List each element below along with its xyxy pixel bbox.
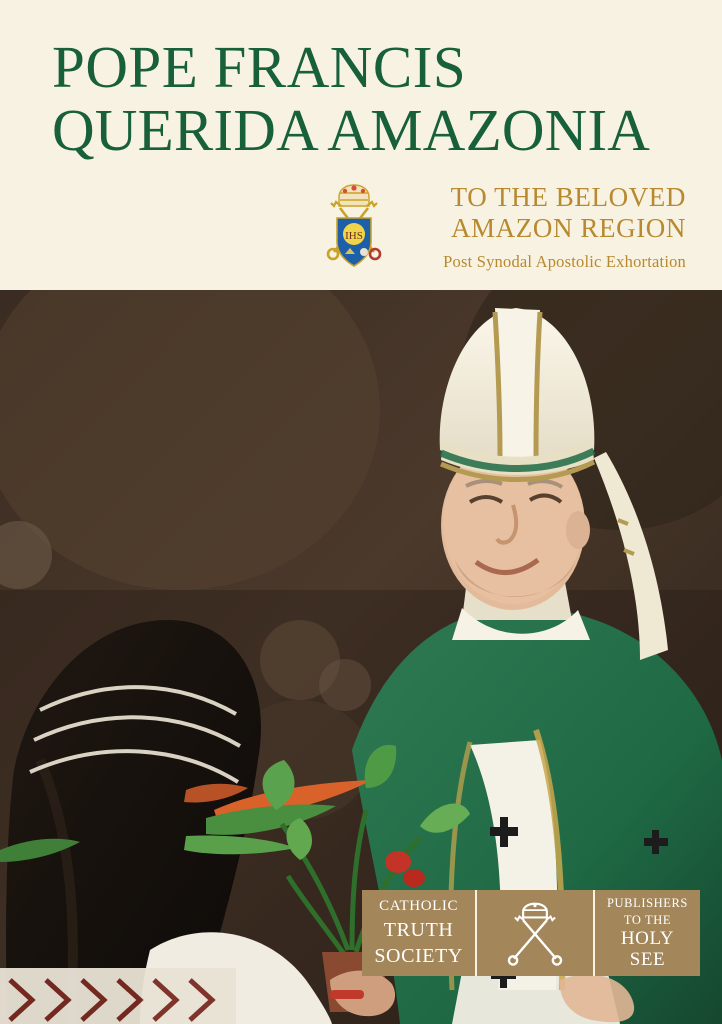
holy-see-line-4: SEE <box>629 949 666 971</box>
subtitle-sub: Post Synodal Apostolic Exhortation <box>443 251 686 271</box>
holy-see-line-1: PUBLISHERS <box>606 896 688 911</box>
holy-see-line-3: HOLY <box>620 927 675 949</box>
cts-logo <box>362 890 475 976</box>
subtitle-line-2: AMAZON REGION <box>450 213 686 244</box>
title-block <box>52 36 672 162</box>
title-line-2: QUERIDA AMAZONIA <box>52 97 651 164</box>
subtitle-line-1: TO THE BELOVED <box>450 182 686 212</box>
crossed-keys-tiara-icon <box>475 890 593 976</box>
header-band <box>0 0 722 290</box>
cts-line-2: TRUTH <box>383 918 454 941</box>
holy-see-line-2: TO THE <box>623 912 672 927</box>
page-title <box>52 36 672 162</box>
holy-see-logo <box>593 890 700 976</box>
papal-coat-of-arms-icon <box>318 182 390 278</box>
title-line-1: POPE FRANCIS <box>52 34 467 100</box>
arms-motto: IHS <box>345 230 363 242</box>
cts-line-1: CATHOLIC <box>379 897 459 914</box>
publisher-logo-strip <box>362 890 700 976</box>
subtitle-block <box>396 182 686 272</box>
cts-line-3: SOCIETY <box>374 944 463 967</box>
